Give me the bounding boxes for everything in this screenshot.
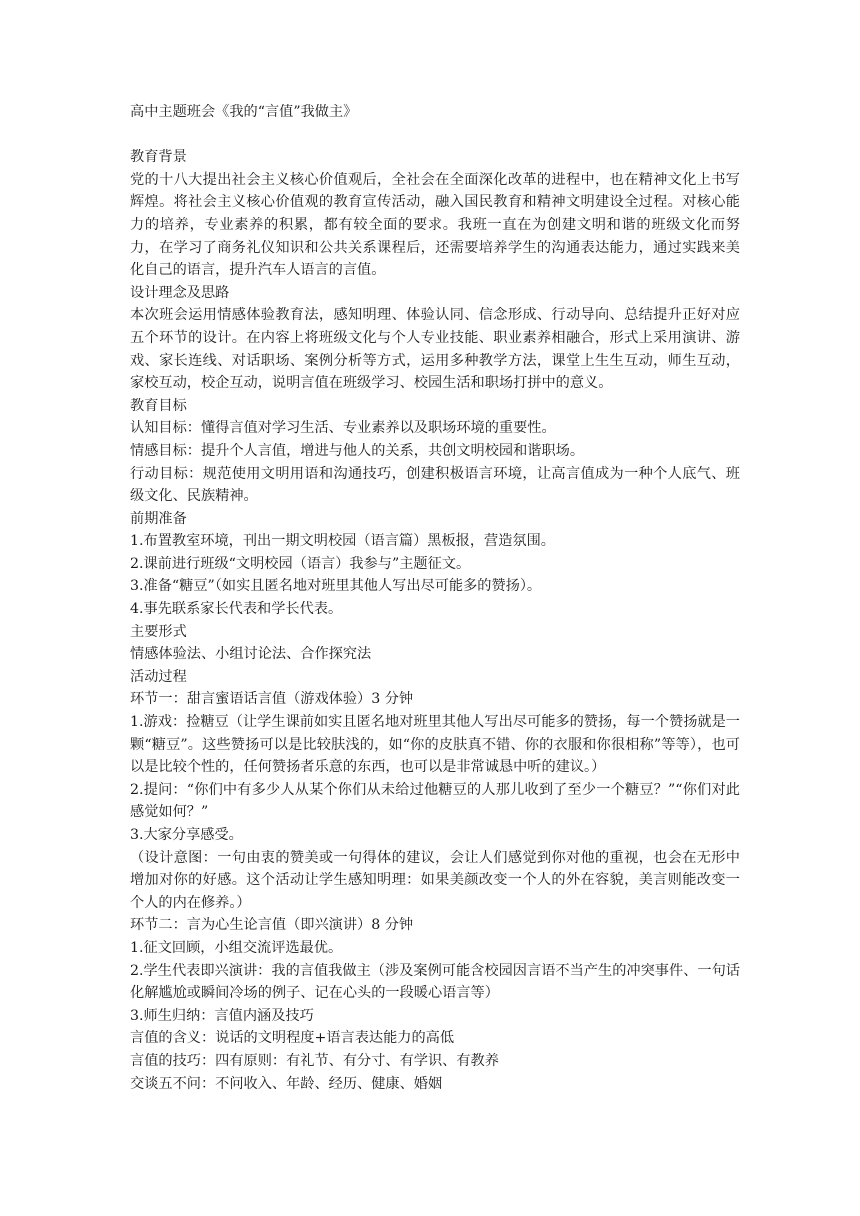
paragraph-goal-action: 行动目标：规范使用文明用语和沟通技巧，创建积极语言环境，让高言值成为一种个人底气、班级文化、民族精神。 — [130, 465, 740, 505]
list-item-stage1-2: 2.提问：“你们中有多少人从某个你们从未给过他糖豆的人那儿收到了至少一个糖豆？”“你们对此感觉如何？” — [130, 781, 740, 821]
list-item-prep-2: 2.课前进行班级“文明校园（语言）我参与”主题征文。 — [130, 555, 471, 572]
paragraph-skills: 言值的技巧：四有原则：有礼节、有分寸、有学识、有教养 — [130, 1052, 499, 1069]
paragraph-forms: 情感体验法、小组讨论法、合作探究法 — [130, 646, 372, 663]
section-heading-preparation: 前期准备 — [130, 510, 187, 527]
list-item-stage1-3: 3.大家分享感受。 — [130, 827, 243, 843]
section-heading-design: 设计理念及思路 — [130, 284, 230, 301]
list-item-stage2-2: 2.学生代表即兴演讲：我的言值我做主（涉及案例可能含校园因言语不当产生的冲突事件、一句话化解尴尬或瞬间冷场的例子、记在心头的一段暖心语言等） — [130, 962, 740, 1002]
subheading-stage-2: 环节二：言为心生论言值（即兴演讲）8 分钟 — [130, 917, 414, 934]
list-item-stage1-1: 1.游戏：捡糖豆（让学生课前如实且匿名地对班里其他人写出尽可能多的赞扬，每一个赞扬就是一颗“糖豆”。这些赞扬可以是比较肤浅的，如“你的皮肤真不错、你的衣服和你很相称”等等），也可以是比较个性的，任何赞扬者乐意的东西，也可以是非常诚恳中听的建议。） — [130, 714, 740, 776]
section-heading-forms: 主要形式 — [130, 623, 187, 640]
section-heading-goals: 教育目标 — [130, 397, 187, 414]
section-heading-process: 活动过程 — [130, 668, 187, 685]
list-item-prep-1: 1.布置教室环境，刊出一期文明校园（语言篇）黑板报，营造氛围。 — [130, 533, 555, 550]
paragraph-goal-emotional: 情感目标：提升个人言值，增进与他人的关系，共创文明校园和谐职场。 — [130, 442, 585, 459]
list-item-stage2-3: 3.师生归纳：言值内涵及技巧 — [130, 1007, 314, 1024]
subheading-stage-1: 环节一：甜言蜜语话言值（游戏体验）3 分钟 — [130, 691, 414, 708]
paragraph-design-intent: （设计意图：一句由衷的赞美或一句得体的建议，会让人们感觉到你对他的重视，也会在无形中增加对你的好感。这个活动让学生感知明理：如果美颜改变一个人的外在容貌，美言则能改变一个人的内在修养。） — [130, 849, 740, 911]
paragraph-meaning: 言值的含义：说话的文明程度+语言表达能力的高低 — [130, 1030, 455, 1047]
section-heading-background: 教育背景 — [130, 149, 187, 166]
paragraph-background: 党的十八大提出社会主义核心价值观后，全社会在全面深化改革的进程中，也在精神文化上书写辉煌。将社会主义核心价值观的教育宣传活动，融入国民教育和精神文明建设全过程。对核心能力的培养，专业素养的积累，都有较全面的要求。我班一直在为创建文明和谐的班级文化而努力，在学习了商务礼仪知识和公共关系课程后，还需要培养学生的沟通表达能力，通过实践来美化自己的语言，提升汽车人语言的言值。 — [130, 171, 740, 279]
document-body — [130, 101, 740, 1095]
list-item-stage2-1: 1.征文回顾，小组交流评选最优。 — [130, 939, 343, 956]
paragraph-design: 本次班会运用情感体验教育法，感知明理、体验认同、信念形成、行动导向、总结提升正好对应五个环节的设计。在内容上将班级文化与个人专业技能、职业素养相融合，形式上采用演讲、游戏、家长连线、对话职场、案例分析等方式，运用多种教学方法，课堂上生生互动，师生互动，家校互动，校企互动，说明言值在班级学习、校园生活和职场打拼中的意义。 — [130, 307, 740, 392]
list-item-prep-4: 4.事先联系家长代表和学长代表。 — [130, 601, 343, 618]
document-title: 高中主题班会《我的“言值”我做主》 — [130, 104, 358, 120]
list-item-prep-3: 3.准备“糖豆”（如实且匿名地对班里其他人写出尽可能多的赞扬）。 — [130, 578, 542, 595]
paragraph-goal-cognitive: 认知目标：懂得言值对学习生活、专业素养以及职场环境的重要性。 — [130, 420, 556, 437]
paragraph-five-dont-ask: 交谈五不问：不问收入、年龄、经历、健康、婚姻 — [130, 1075, 443, 1092]
